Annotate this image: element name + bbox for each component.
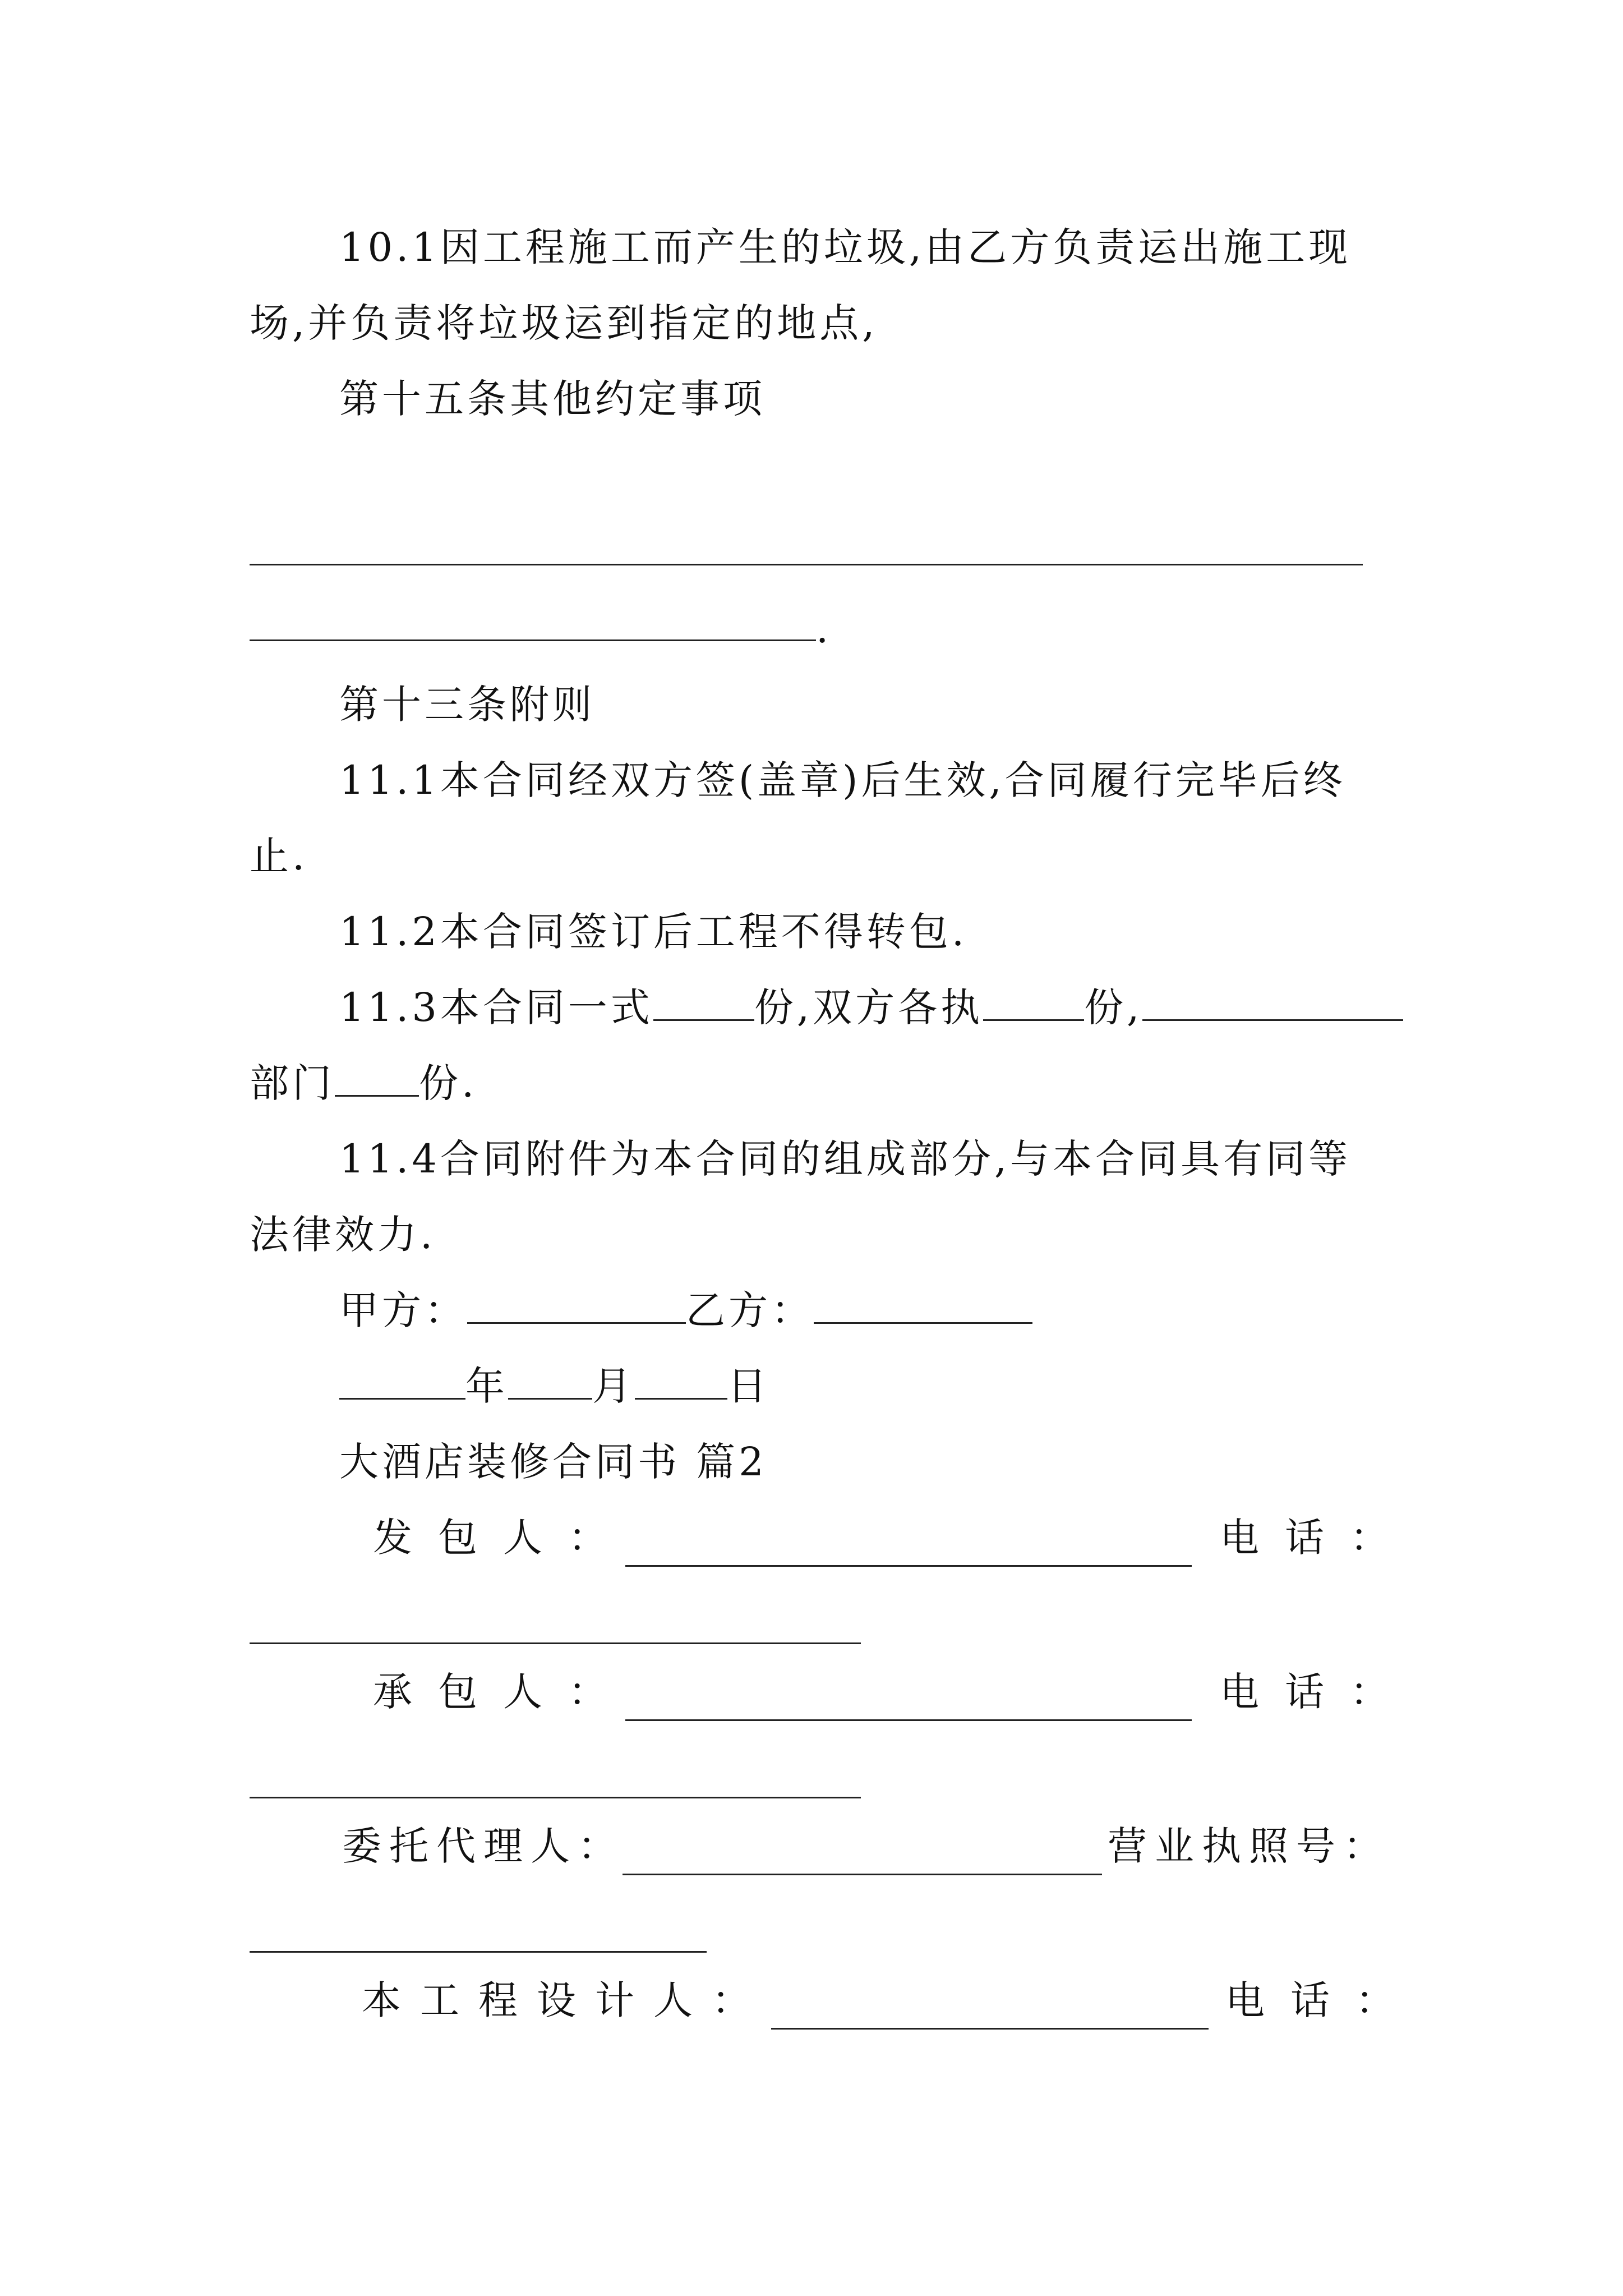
issuer-phone-blank[interactable] (250, 1642, 861, 1644)
clause-10-1-line1: 10.1因工程施工而产生的垃圾,由乙方负责运出施工现 (339, 224, 1352, 270)
clause-11-3-part-c: 份, (1084, 984, 1143, 1030)
article-15-heading: 第十五条其他约定事项 (339, 376, 766, 422)
issuer-phone-row (1220, 1512, 1422, 1563)
clause-11-4-line2: 法律效力. (250, 1212, 436, 1258)
clause-11-3-part-b: 份,双方各执 (754, 984, 984, 1030)
license-row (1108, 1820, 1410, 1872)
issuer-name-blank[interactable] (625, 1565, 1192, 1567)
copies-each-blank[interactable] (983, 986, 1084, 1021)
article-15-blank-line-1 (250, 564, 1363, 565)
contractor-phone-label: 电话： (1220, 1669, 1415, 1715)
clause-11-3-line1 (250, 982, 1388, 1033)
clause-11-1-line2: 止. (250, 833, 308, 879)
issuer-row (373, 1512, 1363, 1563)
party-b-blank[interactable] (814, 1289, 1032, 1324)
contractor-name-blank[interactable] (625, 1719, 1192, 1721)
issuer-phone-label: 电话： (1220, 1515, 1415, 1561)
designer-label: 本工程设计人： (362, 1977, 770, 2023)
license-blank[interactable] (250, 1951, 707, 1953)
party-b-label: 乙方： (686, 1287, 814, 1333)
clause-11-3-line2-b: 份. (419, 1060, 478, 1106)
issuer-label: 发包人： (373, 1515, 633, 1561)
designer-row (362, 1975, 810, 2026)
clause-11-1-line1: 11.1本合同经双方签(盖章)后生效,合同履行完毕后终 (339, 757, 1346, 803)
clause-11-3-line2-a: 部门 (250, 1060, 335, 1106)
clause-10-1-line2: 场,并负责将垃圾运到指定的地点, (250, 300, 878, 346)
month-blank[interactable] (508, 1364, 592, 1400)
clause-11-3-part-a: 11.3本合同一式 (339, 984, 653, 1030)
party-a-label: 甲方： (339, 1287, 467, 1333)
day-label: 日 (727, 1363, 770, 1409)
designer-phone-row (1225, 1975, 1427, 2026)
agent-row (342, 1820, 903, 1872)
article-13-heading: 第十三条附则 (339, 682, 595, 728)
copies-total-blank[interactable] (653, 986, 754, 1021)
clause-11-4-line1: 11.4合同附件为本合同的组成部分,与本合同具有同等 (339, 1136, 1352, 1182)
designer-phone-label: 电话： (1225, 1977, 1421, 2023)
clause-11-3-line2 (250, 1057, 1388, 1109)
signature-line (250, 1285, 1388, 1336)
department-copies-blank[interactable] (335, 1061, 419, 1097)
section-2-title: 大酒店装修合同书 篇2 (339, 1439, 767, 1485)
month-label: 月 (592, 1363, 635, 1409)
date-line (250, 1360, 1388, 1412)
day-blank[interactable] (635, 1364, 727, 1400)
party-a-blank[interactable] (467, 1289, 686, 1324)
license-label: 营业执照号： (1108, 1823, 1390, 1869)
agent-label: 委托代理人： (342, 1823, 625, 1869)
article-15-blank-line-2 (250, 639, 816, 641)
article-15-period: . (816, 606, 832, 652)
agent-blank[interactable] (623, 1874, 1102, 1875)
contractor-row (373, 1666, 1363, 1718)
contractor-phone-row (1220, 1666, 1422, 1718)
contractor-phone-blank[interactable] (250, 1797, 861, 1798)
year-blank[interactable] (339, 1364, 465, 1400)
contractor-label: 承包人： (373, 1669, 633, 1715)
clause-11-2: 11.2本合同签订后工程不得转包. (339, 909, 968, 955)
designer-blank[interactable] (771, 2028, 1209, 2030)
year-label: 年 (465, 1363, 508, 1409)
department-name-blank[interactable] (1142, 986, 1403, 1021)
